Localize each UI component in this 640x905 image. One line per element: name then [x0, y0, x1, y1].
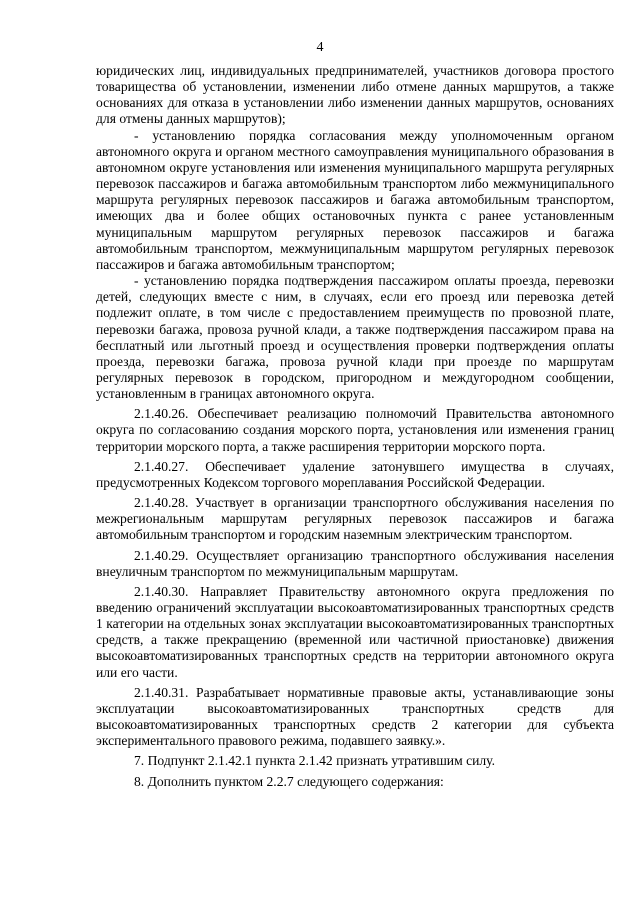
- paragraph: 2.1.40.31. Разрабатывает нормативные правовые акты, устанавливающие зоны эксплуатации высокоавтоматизированных транспортных средств для высокоавтоматизированных транспортных средств 2 категории для субъекта экспериментального правового режима, подавшего заявку.».: [96, 684, 614, 749]
- paragraph: 8. Дополнить пунктом 2.2.7 следующего содержания:: [134, 773, 444, 789]
- paragraph: 2.1.40.27. Обеспечивает удаление затонувшего имущества в случаях, предусмотренных Кодексом торгового мореплавания Российской Федерации.: [96, 458, 614, 490]
- page-number: 4: [316, 40, 324, 55]
- document-body: [96, 63, 614, 790]
- paragraph: 2.1.40.28. Участвует в организации транспортного обслуживания населения по межрегиональным маршрутам регулярных перевозок пассажиров и багажа автомобильным транспортом и городским наземным электрическим транспортом.: [96, 495, 614, 543]
- paragraph: 7. Подпункт 2.1.42.1 пункта 2.1.42 признать утратившим силу.: [134, 753, 496, 769]
- paragraph: юридических лиц, индивидуальных предпринимателей, участников договора простого товарищества об установлении, изменении либо отмене данных маршрутов, а также основаниях для отказа в установлении либо изменении данных маршрутов, основаниях для отмены данных маршрутов);: [96, 63, 614, 127]
- paragraph: 2.1.40.30. Направляет Правительству автономного округа предложения по введению ограничений эксплуатации высокоавтоматизированных транспортных средств 1 категории на отдельных зонах эксплуатации высокоавтоматизированных транспортных средств, а также прекращению (временной или частичной приостановке) движения высокоавтоматизированных транспортных средств на территории автономного округа или его части.: [96, 583, 614, 680]
- paragraph: 2.1.40.26. Обеспечивает реализацию полномочий Правительства автономного округа по согласованию создания морского порта, установления или изменения границ территории морского порта, а также расширения территории морского порта.: [96, 406, 614, 454]
- paragraph: 2.1.40.29. Осуществляет организацию транспортного обслуживания населения внеуличным транспортом по межмуниципальным маршрутам.: [96, 547, 614, 579]
- paragraph: - установлению порядка подтверждения пассажиром оплаты проезда, перевозки детей, следующих вместе с ним, в случаях, если его проезд или перевозка детей подлежит оплате, в том числе с предоставлением преимуществ по провозной плате, перевозки багажа, провоза ручной клади, а также подтверждения пассажиром права на бесплатный или льготный проезд и осуществления проверки подтверждения оплаты проезда, перевозки багажа, провоза ручной клади при проезде по маршрутам регулярных перевозок в городском, пригородном и междугородном сообщении, установленным в границах автономного округа.: [96, 273, 614, 402]
- paragraph: - установлению порядка согласования между уполномоченным органом автономного округа и органом местного самоуправления муниципального образования в автономном округе установления или изменения муниципального маршрута регулярных перевозок пассажиров и багажа автомобильным транспортом либо межмуниципального маршрута регулярных перевозок пассажиров и багажа автомобильным транспортом, имеющих два и более общих остановочных пункта с ранее установленным муниципальным маршрутом регулярных перевозок пассажиров и багажа автомобильным транспортом, межмуниципальным маршрутом регулярных перевозок пассажиров и багажа автомобильным транспортом;: [96, 127, 614, 272]
